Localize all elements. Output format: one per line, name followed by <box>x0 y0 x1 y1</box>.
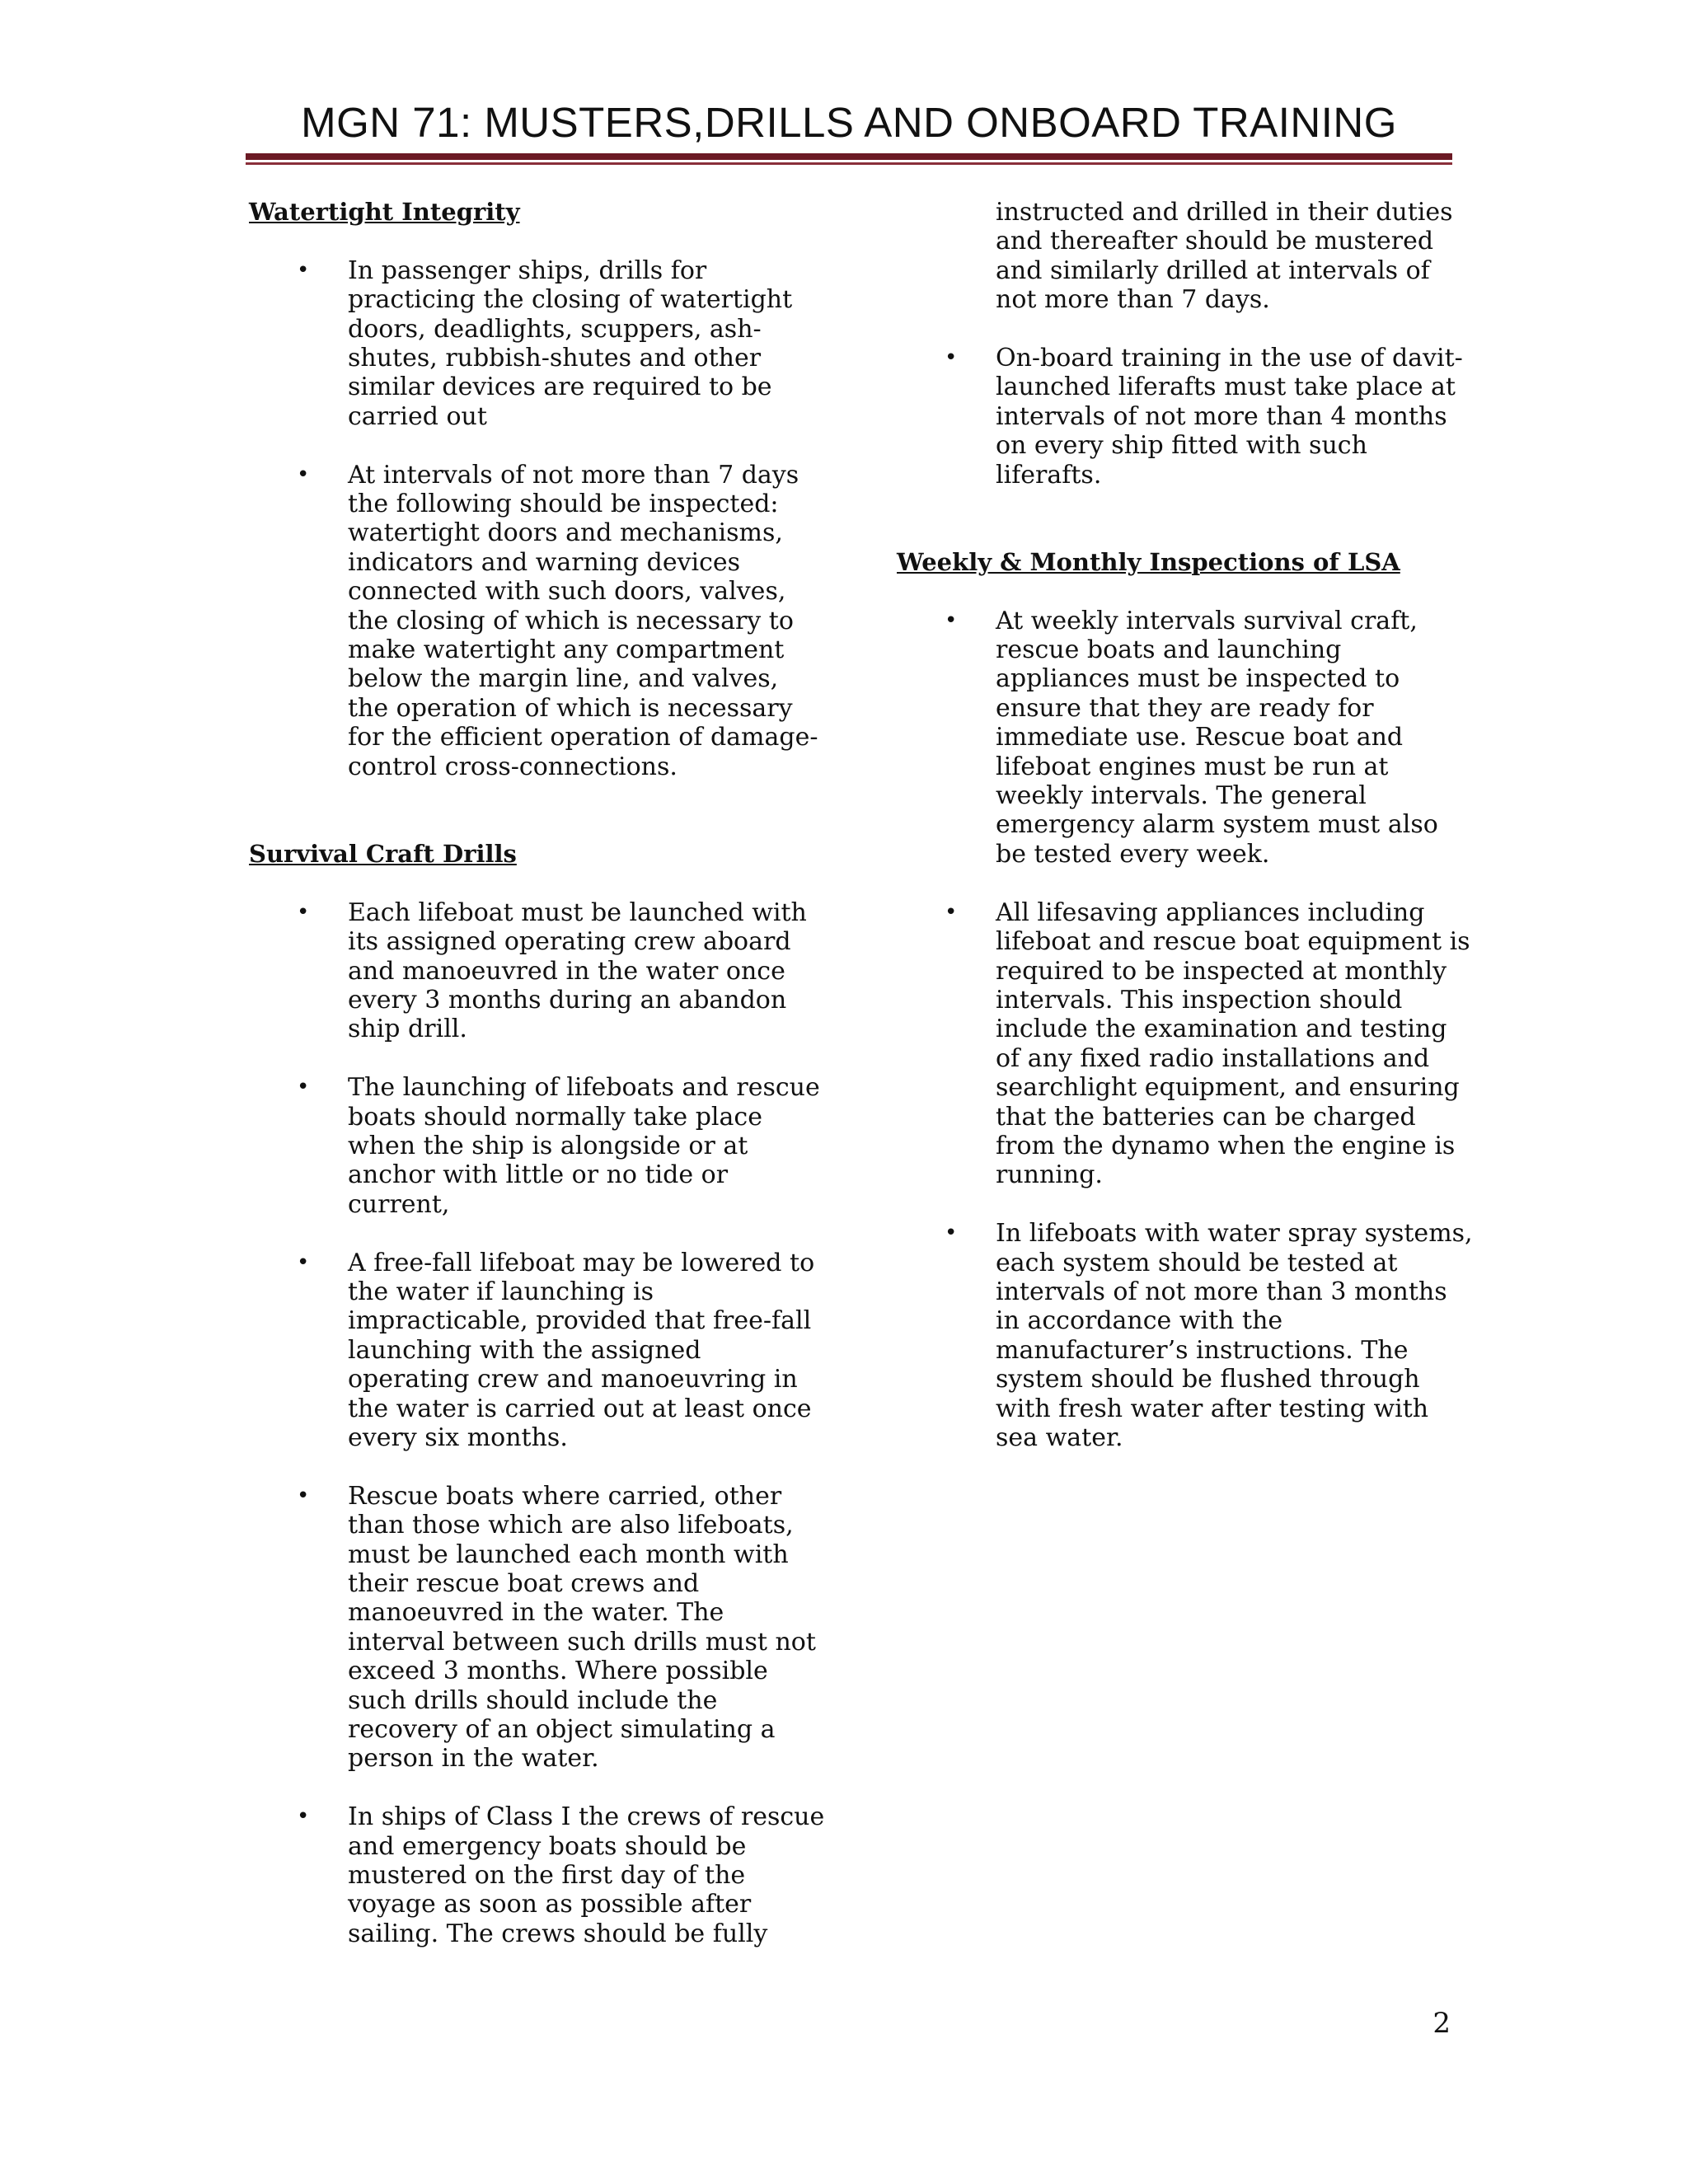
list-item: • In passenger ships, drills for practicing the closing of watertight doors, deadlights, scuppers, ash-shutes, rubbish-shutes and other similar devices are required to be carried out <box>249 256 826 431</box>
survival-craft-list <box>249 898 826 1949</box>
list-item: • Rescue boats where carried, other than those which are also lifeboats, must be launched each month with their rescue boat crews and manoeuvred in the water. The interval between such drills must not exceed 3 months. Where possible such drills should include the recovery of an object simulating a person in the water. <box>249 1482 826 1774</box>
list-item: • In lifeboats with water spray systems, each system should be tested at intervals of not more than 3 months in accordance with the manufacturer’s instructions. The system should be flushed through with fresh water after testing with sea water. <box>897 1219 1474 1452</box>
header-rule <box>246 153 1452 160</box>
left-column <box>249 198 826 1948</box>
list-item-continuation: instructed and drilled in their duties and thereafter should be mustered and similarly drilled at intervals of not more than 7 days. <box>996 198 1453 315</box>
list-item: • At intervals of not more than 7 days the following should be inspected: watertight doors and mechanisms, indicators and warning devices connected with such doors, valves, the closing of which is necessary to make watertight any compartment below the margin line, and valves, the operation of which is necessary for the efficient operation of damage-control cross-connections. <box>249 461 826 781</box>
watertight-list <box>249 256 826 781</box>
list-item: • All lifesaving appliances including lifeboat and rescue boat equipment is required to be inspected at monthly intervals. This inspection should include the examination and testing of any fixed radio installations and searchlight equipment, and ensuring that the batteries can be charged from the dynamo when the engine is running. <box>897 898 1474 1190</box>
header-rule-thin <box>246 162 1452 165</box>
list-item: • On-board training in the use of davit-launched liferafts must take place at intervals of not more than 4 months on every ship fitted with such liferafts. <box>897 344 1474 490</box>
inspections-list <box>897 607 1474 1453</box>
list-item: • The launching of lifeboats and rescue boats should normally take place when the ship is alongside or at anchor with little or no tide or current, <box>249 1073 826 1219</box>
page-number: 2 <box>1432 2007 1451 2040</box>
list-item: • At weekly intervals survival craft, rescue boats and launching appliances must be inspected to ensure that they are ready for immediate use. Rescue boat and lifeboat engines must be run at weekly intervals. The general emergency alarm system must also be tested every week. <box>897 607 1474 869</box>
page-title: MGN 71: MUSTERS,DRILLS AND ONBOARD TRAINING <box>301 99 1397 146</box>
right-column <box>897 198 1474 1452</box>
list-item: • Each lifeboat must be launched with its assigned operating crew aboard and manoeuvred in the water once every 3 months during an abandon ship drill. <box>249 898 826 1044</box>
survival-craft-list-continued <box>897 344 1474 490</box>
section-heading-survival-craft-drills: Survival Craft Drills <box>249 839 517 868</box>
section-heading-weekly-monthly-inspections: Weekly & Monthly Inspections of LSA <box>897 547 1400 576</box>
list-item: • In ships of Class I the crews of rescue and emergency boats should be mustered on the first day of the voyage as soon as possible after sailing. The crews should be fully <box>249 1802 826 1948</box>
section-heading-watertight-integrity: Watertight Integrity <box>249 198 520 226</box>
list-item: • A free-fall lifeboat may be lowered to the water if launching is impracticable, provided that free-fall launching with the assigned operating crew and manoeuvring in the water is carried out at least once every six months. <box>249 1249 826 1453</box>
